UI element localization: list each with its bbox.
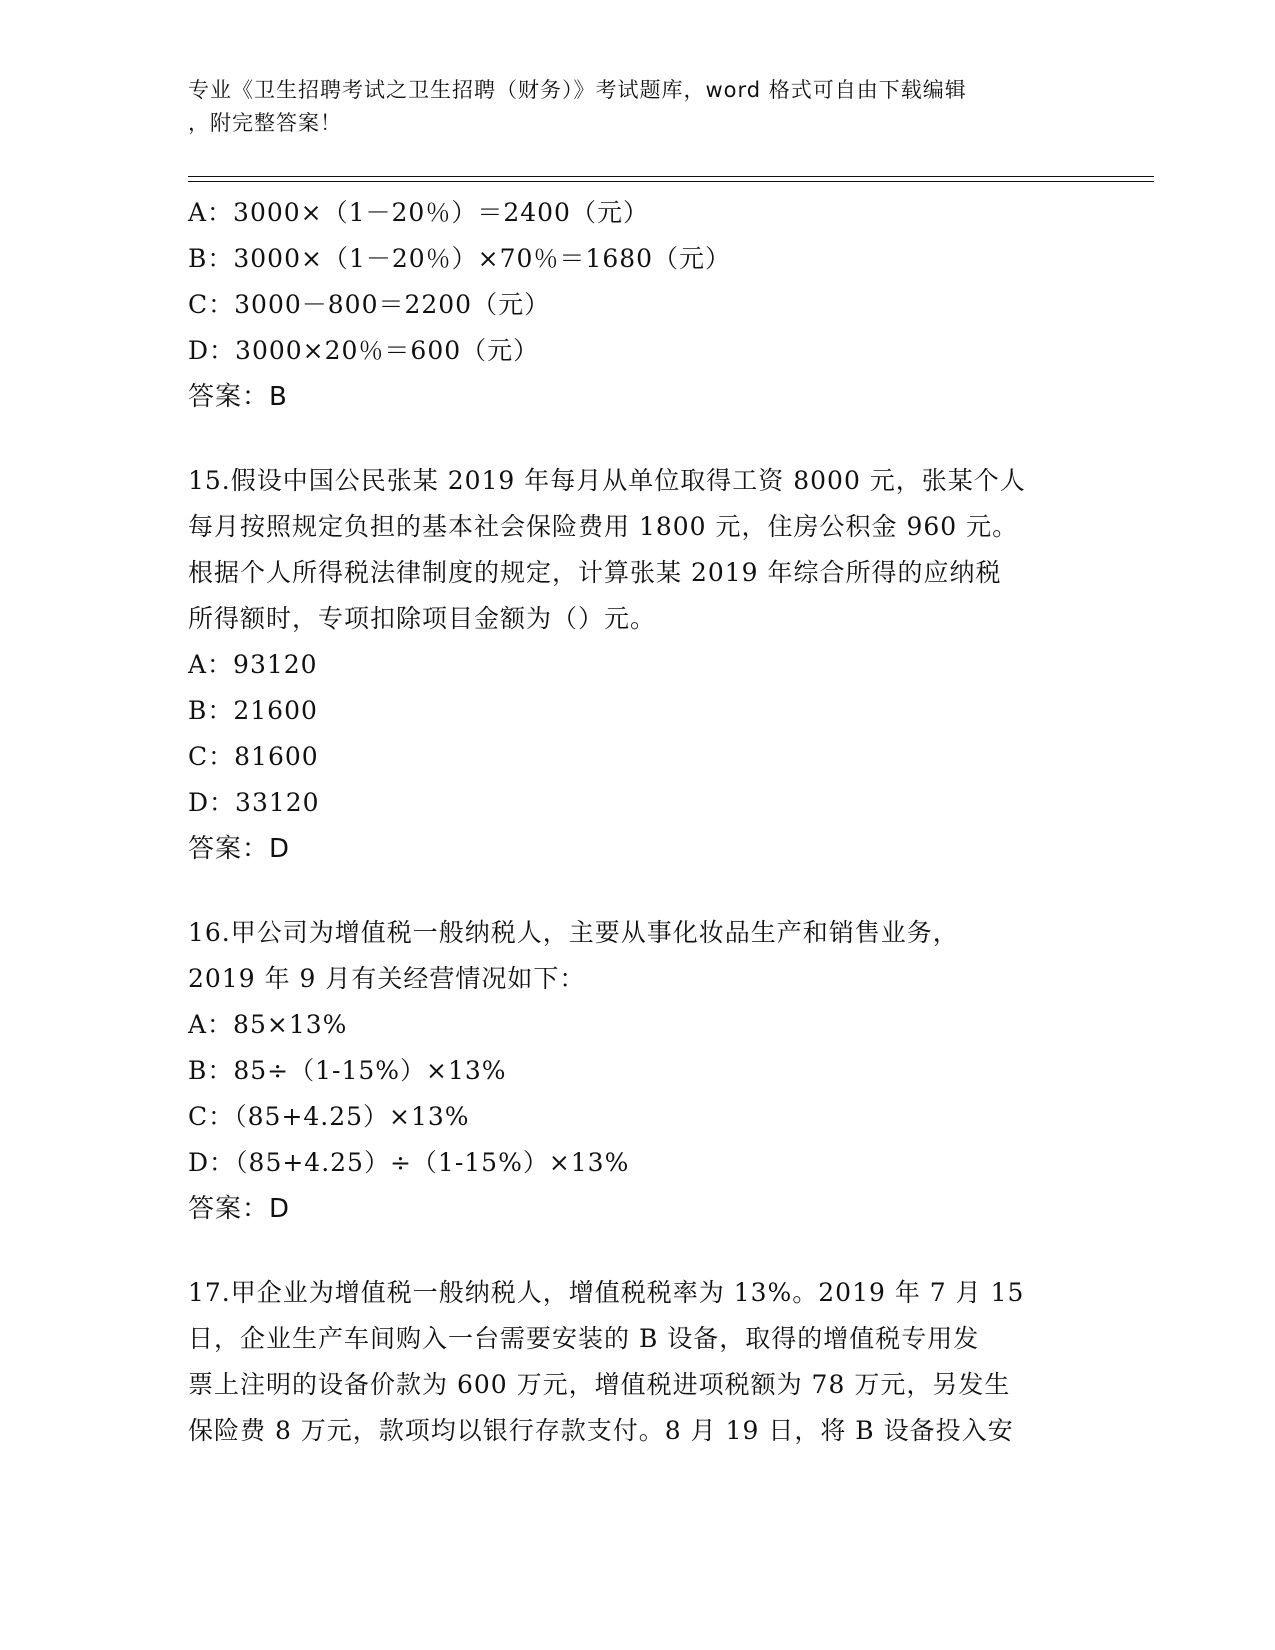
spacer (188, 1232, 1088, 1270)
option-b: B：3000×（1－20％）×70％＝1680（元） (188, 244, 732, 273)
header-divider-top (188, 176, 1154, 177)
option-b: B：21600 (188, 696, 318, 725)
option-b: B：85÷（1-15%）×13% (188, 1056, 507, 1085)
question-text-line: 保险费 8 万元，款项均以银行存款支付。8 月 19 日，将 B 设备投入安 (188, 1416, 1014, 1445)
question-15 (188, 458, 1088, 872)
question-text-line: 每月按照规定负担的基本社会保险费用 1800 元，住房公积金 960 元。 (188, 512, 1019, 541)
option-c: C：3000－800＝2200（元） (188, 290, 551, 319)
option-d: D：3000×20％＝600（元） (188, 336, 540, 365)
header-divider-bottom (188, 181, 1154, 182)
option-a: A：93120 (188, 650, 318, 679)
answer: 答案：D (188, 1194, 291, 1224)
header-line-2: ，附完整答案！ (188, 111, 342, 135)
answer: 答案：B (188, 382, 288, 412)
question-text-line: 根据个人所得税法律制度的规定，计算张某 2019 年综合所得的应纳税 (188, 558, 1002, 587)
question-text-line: 2019 年 9 月有关经营情况如下： (188, 964, 586, 993)
spacer (188, 872, 1088, 910)
question-17 (188, 1270, 1088, 1454)
question-14-continued (188, 190, 1088, 420)
document-header (188, 74, 1088, 140)
option-c: C：81600 (188, 742, 319, 771)
question-text-line: 15.假设中国公民张某 2019 年每月从单位取得工资 8000 元，张某个人 (188, 466, 1026, 495)
question-text-line: 16.甲公司为增值税一般纳税人，主要从事化妆品生产和销售业务， (188, 918, 959, 947)
option-d: D：（85+4.25）÷（1-15%）×13% (188, 1148, 630, 1177)
header-line-1: 专业《卫生招聘考试之卫生招聘（财务）》考试题库，word 格式可自由下载编辑 (188, 78, 967, 102)
option-a: A：85×13% (188, 1010, 348, 1039)
question-text-line: 日，企业生产车间购入一台需要安装的 B 设备，取得的增值税专用发 (188, 1324, 980, 1353)
option-a: A：3000×（1－20％）＝2400（元） (188, 198, 649, 227)
spacer (188, 420, 1088, 458)
question-text-line: 票上注明的设备价款为 600 万元，增值税进项税额为 78 万元，另发生 (188, 1370, 1011, 1399)
question-text-line: 17.甲企业为增值税一般纳税人，增值税税率为 13%。2019 年 7 月 15 (188, 1278, 1025, 1307)
option-c: C：（85+4.25）×13% (188, 1102, 470, 1131)
question-text-line: 所得额时，专项扣除项目金额为（）元。 (188, 604, 657, 633)
question-16 (188, 910, 1088, 1232)
answer: 答案：D (188, 834, 291, 864)
document-body (188, 190, 1088, 1454)
option-d: D：33120 (188, 788, 320, 817)
